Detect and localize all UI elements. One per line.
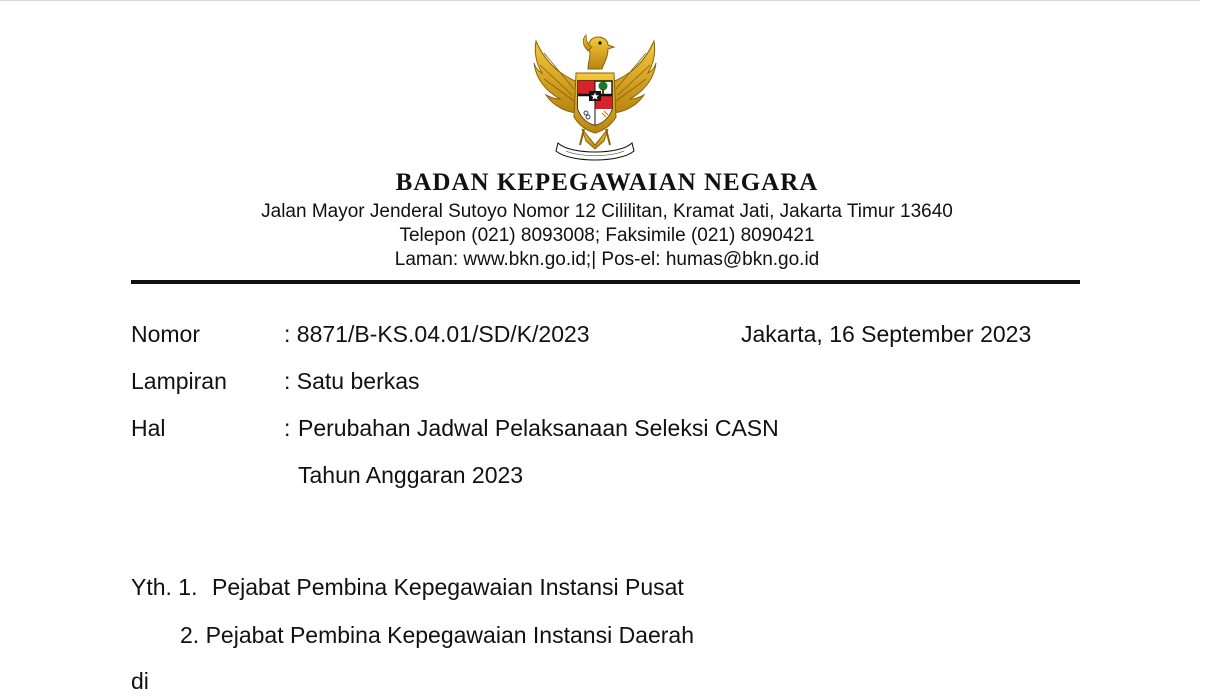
page-top-border — [0, 0, 1200, 1]
garuda-emblem-icon — [530, 33, 660, 165]
organization-name: BADAN KEPEGAWAIAN NEGARA — [395, 169, 819, 196]
hal-value-line1: Perubahan Jadwal Pelaksanaan Seleksi CASN — [298, 415, 779, 441]
recipient-salutation: Yth. 1. — [131, 574, 198, 600]
address-line: Jalan Mayor Jenderal Sutoyo Nomor 12 Cililitan, Kramat Jati, Jakarta Timur 13640 — [261, 201, 953, 222]
hal-value-line2: Tahun Anggaran 2023 — [298, 462, 524, 488]
recipient-item-2: 2. Pejabat Pembina Kepegawaian Instansi Daerah — [180, 622, 695, 648]
lampiran-value: : Satu berkas — [284, 368, 420, 394]
recipient-location-cut: di — [131, 668, 149, 694]
place-date: Jakarta, 16 September 2023 — [741, 321, 1032, 347]
recipient-item-1: Pejabat Pembina Kepegawaian Instansi Pusat — [212, 574, 684, 600]
phone-line: Telepon (021) 8093008; Faksimile (021) 8090421 — [399, 225, 815, 246]
letterhead-divider — [131, 280, 1080, 284]
nomor-label: Nomor — [131, 321, 201, 347]
nomor-value: : 8871/B-KS.04.01/SD/K/2023 — [284, 321, 590, 347]
lampiran-label: Lampiran — [131, 368, 227, 394]
web-line: Laman: www.bkn.go.id;| Pos-el: humas@bkn.go.id — [394, 249, 820, 270]
hal-label: Hal — [131, 415, 166, 441]
hal-colon: : — [284, 415, 291, 441]
